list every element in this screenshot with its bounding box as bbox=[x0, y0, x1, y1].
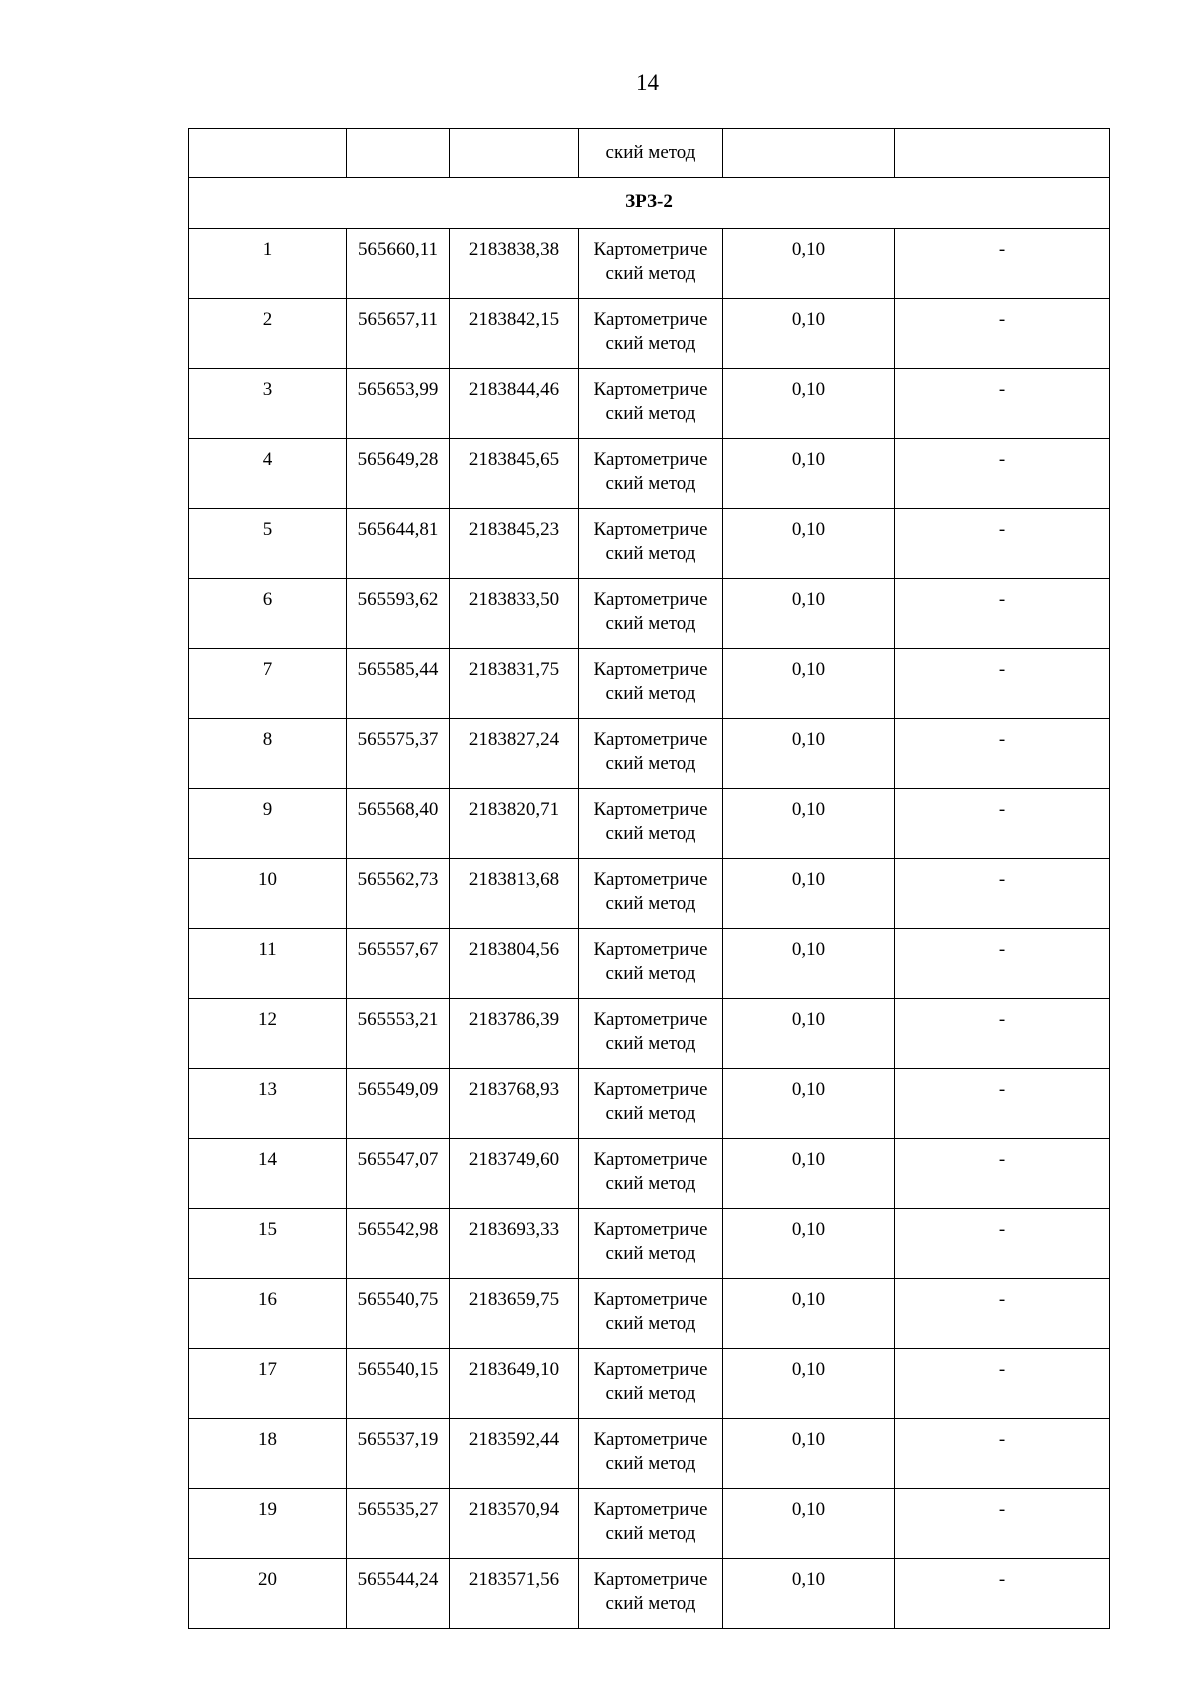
cell-x bbox=[347, 129, 450, 178]
method-line-2: ский метод bbox=[605, 613, 696, 634]
table-row bbox=[189, 509, 1110, 579]
method-line-2: ский метод bbox=[605, 1103, 696, 1124]
cell-number: 5 bbox=[189, 509, 347, 579]
method-line-2: ский метод bbox=[605, 1383, 696, 1404]
method-line-2: ский метод bbox=[605, 683, 696, 704]
method-line-2: ский метод bbox=[605, 473, 696, 494]
table-row bbox=[189, 1069, 1110, 1139]
method-line-1: Картометриче bbox=[593, 449, 708, 470]
cell-note: - bbox=[895, 1279, 1110, 1349]
cell-x: 565585,44 bbox=[347, 649, 450, 719]
cell-method bbox=[579, 1349, 723, 1419]
cell-accuracy: 0,10 bbox=[723, 509, 895, 579]
cell-note bbox=[895, 129, 1110, 178]
cell-method bbox=[579, 1489, 723, 1559]
method-line-2: ский метод bbox=[605, 1033, 696, 1054]
cell-note: - bbox=[895, 859, 1110, 929]
cell-method bbox=[579, 719, 723, 789]
cell-accuracy: 0,10 bbox=[723, 1279, 895, 1349]
table-row bbox=[189, 439, 1110, 509]
cell-number: 2 bbox=[189, 299, 347, 369]
continuation-row bbox=[189, 129, 1110, 178]
cell-accuracy: 0,10 bbox=[723, 649, 895, 719]
cell-note: - bbox=[895, 929, 1110, 999]
method-line-2: ский метод bbox=[605, 263, 696, 284]
cell-x: 565547,07 bbox=[347, 1139, 450, 1209]
method-line-1: Картометриче bbox=[593, 1569, 708, 1590]
cell-method bbox=[579, 1559, 723, 1629]
cell-number: 1 bbox=[189, 229, 347, 299]
cell-number: 20 bbox=[189, 1559, 347, 1629]
method-line-1: Картометриче bbox=[593, 1429, 708, 1450]
page-number: 14 bbox=[636, 70, 659, 95]
cell-method bbox=[579, 299, 723, 369]
table-row bbox=[189, 369, 1110, 439]
method-line-2: ский метод bbox=[605, 403, 696, 424]
cell-y: 2183804,56 bbox=[450, 929, 579, 999]
cell-accuracy: 0,10 bbox=[723, 1139, 895, 1209]
cell-note: - bbox=[895, 1489, 1110, 1559]
method-line-1: Картометриче bbox=[593, 519, 708, 540]
method-line-2: ский метод bbox=[605, 893, 696, 914]
cell-x: 565568,40 bbox=[347, 789, 450, 859]
cell-note: - bbox=[895, 999, 1110, 1069]
method-line-2: ский метод bbox=[605, 1523, 696, 1544]
cell-y: 2183833,50 bbox=[450, 579, 579, 649]
cell-note: - bbox=[895, 229, 1110, 299]
cell-x: 565644,81 bbox=[347, 509, 450, 579]
table-row bbox=[189, 1349, 1110, 1419]
method-line-2: ский метод bbox=[605, 753, 696, 774]
section-title: ЗРЗ-2 bbox=[189, 178, 1110, 229]
cell-number: 4 bbox=[189, 439, 347, 509]
method-line-1: Картометриче bbox=[593, 1079, 708, 1100]
table-row bbox=[189, 299, 1110, 369]
cell-y: 2183831,75 bbox=[450, 649, 579, 719]
method-line-1: Картометриче bbox=[593, 1219, 708, 1240]
method-line-2: ский метод bbox=[605, 333, 696, 354]
cell-x: 565535,27 bbox=[347, 1489, 450, 1559]
method-line-2: ский метод bbox=[605, 1173, 696, 1194]
cell-number: 12 bbox=[189, 999, 347, 1069]
cell-accuracy: 0,10 bbox=[723, 1489, 895, 1559]
cell-number: 9 bbox=[189, 789, 347, 859]
cell-accuracy: 0,10 bbox=[723, 369, 895, 439]
cell-y: 2183659,75 bbox=[450, 1279, 579, 1349]
method-line-2: ский метод bbox=[605, 823, 696, 844]
method-line-1: Картометриче bbox=[593, 379, 708, 400]
cell-number: 17 bbox=[189, 1349, 347, 1419]
cell-x: 565593,62 bbox=[347, 579, 450, 649]
cell-note: - bbox=[895, 1209, 1110, 1279]
cell-x: 565540,15 bbox=[347, 1349, 450, 1419]
cell-note: - bbox=[895, 1139, 1110, 1209]
table-row bbox=[189, 579, 1110, 649]
cell-number: 13 bbox=[189, 1069, 347, 1139]
cell-accuracy: 0,10 bbox=[723, 299, 895, 369]
cell-note: - bbox=[895, 649, 1110, 719]
cell-y: 2183592,44 bbox=[450, 1419, 579, 1489]
cell-y: 2183649,10 bbox=[450, 1349, 579, 1419]
cell-method bbox=[579, 929, 723, 999]
method-line-1: Картометриче bbox=[593, 1149, 708, 1170]
method-line-2: ский метод bbox=[605, 543, 696, 564]
cell-method bbox=[579, 369, 723, 439]
method-line-1: Картометриче bbox=[593, 309, 708, 330]
cell-y: 2183813,68 bbox=[450, 859, 579, 929]
cell-y: 2183827,24 bbox=[450, 719, 579, 789]
cell-note: - bbox=[895, 509, 1110, 579]
cell-y: 2183838,38 bbox=[450, 229, 579, 299]
table-row bbox=[189, 789, 1110, 859]
cell-number: 19 bbox=[189, 1489, 347, 1559]
cell-x: 565649,28 bbox=[347, 439, 450, 509]
table-row bbox=[189, 929, 1110, 999]
cell-y: 2183844,46 bbox=[450, 369, 579, 439]
cell-accuracy: 0,10 bbox=[723, 579, 895, 649]
cell-method bbox=[579, 579, 723, 649]
cell-number: 14 bbox=[189, 1139, 347, 1209]
cell-x: 565657,11 bbox=[347, 299, 450, 369]
cell-x: 565544,24 bbox=[347, 1559, 450, 1629]
cell-accuracy: 0,10 bbox=[723, 719, 895, 789]
cell-accuracy: 0,10 bbox=[723, 929, 895, 999]
cell-y: 2183693,33 bbox=[450, 1209, 579, 1279]
cell-number: 8 bbox=[189, 719, 347, 789]
cell-accuracy: 0,10 bbox=[723, 859, 895, 929]
cell-note: - bbox=[895, 1419, 1110, 1489]
cell-note: - bbox=[895, 719, 1110, 789]
table-row bbox=[189, 1489, 1110, 1559]
method-line-1: Картометриче bbox=[593, 1009, 708, 1030]
cell-number: 6 bbox=[189, 579, 347, 649]
section-row bbox=[189, 178, 1110, 229]
method-line-1: Картометриче bbox=[593, 1289, 708, 1310]
cell-method bbox=[579, 1139, 723, 1209]
cell-method bbox=[579, 439, 723, 509]
cell-accuracy: 0,10 bbox=[723, 1069, 895, 1139]
cell-method bbox=[579, 1279, 723, 1349]
coordinates-table bbox=[188, 128, 1110, 1629]
table-row bbox=[189, 859, 1110, 929]
cell-x: 565575,37 bbox=[347, 719, 450, 789]
cell-number: 7 bbox=[189, 649, 347, 719]
cell-note: - bbox=[895, 789, 1110, 859]
cell-x: 565542,98 bbox=[347, 1209, 450, 1279]
cell-number: 18 bbox=[189, 1419, 347, 1489]
table-row bbox=[189, 649, 1110, 719]
cell-method bbox=[579, 999, 723, 1069]
table-row bbox=[189, 1419, 1110, 1489]
cell-y: 2183786,39 bbox=[450, 999, 579, 1069]
cell-number: 15 bbox=[189, 1209, 347, 1279]
cell-x: 565553,21 bbox=[347, 999, 450, 1069]
table-row bbox=[189, 1209, 1110, 1279]
cell-accuracy: 0,10 bbox=[723, 1349, 895, 1419]
table-body bbox=[189, 129, 1110, 1629]
cell-accuracy: 0,10 bbox=[723, 1209, 895, 1279]
cell-number: 10 bbox=[189, 859, 347, 929]
cell-x: 565537,19 bbox=[347, 1419, 450, 1489]
cell-y: 2183768,93 bbox=[450, 1069, 579, 1139]
cell-number: 3 bbox=[189, 369, 347, 439]
cell-accuracy: 0,10 bbox=[723, 229, 895, 299]
cell-method bbox=[579, 229, 723, 299]
cell-x: 565557,67 bbox=[347, 929, 450, 999]
cell-y: 2183749,60 bbox=[450, 1139, 579, 1209]
method-line-2: ский метод bbox=[605, 1453, 696, 1474]
cell-accuracy: 0,10 bbox=[723, 439, 895, 509]
cell-method bbox=[579, 649, 723, 719]
method-line-1: Картометриче bbox=[593, 239, 708, 260]
cell-x: 565549,09 bbox=[347, 1069, 450, 1139]
cell-accuracy: 0,10 bbox=[723, 1559, 895, 1629]
method-line-1: Картометриче bbox=[593, 729, 708, 750]
table-row bbox=[189, 1279, 1110, 1349]
cell-accuracy: 0,10 bbox=[723, 789, 895, 859]
cell-method bbox=[579, 509, 723, 579]
cell-method bbox=[579, 859, 723, 929]
cell-note: - bbox=[895, 1069, 1110, 1139]
cell-accuracy: 0,10 bbox=[723, 1419, 895, 1489]
method-line-1: Картометриче bbox=[593, 1359, 708, 1380]
cell-y: 2183820,71 bbox=[450, 789, 579, 859]
cell-x: 565653,99 bbox=[347, 369, 450, 439]
cell-note: - bbox=[895, 439, 1110, 509]
table-row bbox=[189, 719, 1110, 789]
method-line-2: ский метод bbox=[605, 1593, 696, 1614]
cell-y: 2183842,15 bbox=[450, 299, 579, 369]
cell-y: 2183845,23 bbox=[450, 509, 579, 579]
method-line-2: ский метод bbox=[605, 1243, 696, 1264]
cell-method bbox=[579, 1209, 723, 1279]
cell-accuracy: 0,10 bbox=[723, 999, 895, 1069]
cell-number bbox=[189, 129, 347, 178]
method-line-2: ский метод bbox=[605, 1313, 696, 1334]
table-row bbox=[189, 1559, 1110, 1629]
cell-number: 16 bbox=[189, 1279, 347, 1349]
cell-method bbox=[579, 1419, 723, 1489]
method-line-1: Картометриче bbox=[593, 869, 708, 890]
cell-method: ский метод bbox=[579, 129, 723, 178]
cell-note: - bbox=[895, 1559, 1110, 1629]
cell-note: - bbox=[895, 369, 1110, 439]
method-line-1: Картометриче bbox=[593, 939, 708, 960]
cell-x: 565562,73 bbox=[347, 859, 450, 929]
table-row bbox=[189, 1139, 1110, 1209]
table-row bbox=[189, 229, 1110, 299]
method-line-1: Картометриче bbox=[593, 589, 708, 610]
cell-x: 565540,75 bbox=[347, 1279, 450, 1349]
cell-method bbox=[579, 1069, 723, 1139]
cell-note: - bbox=[895, 579, 1110, 649]
method-line-1: Картометриче bbox=[593, 659, 708, 680]
cell-number: 11 bbox=[189, 929, 347, 999]
cell-y: 2183845,65 bbox=[450, 439, 579, 509]
cell-y: 2183570,94 bbox=[450, 1489, 579, 1559]
cell-y: 2183571,56 bbox=[450, 1559, 579, 1629]
method-line-1: Картометриче bbox=[593, 1499, 708, 1520]
cell-accuracy bbox=[723, 129, 895, 178]
method-line-1: Картометриче bbox=[593, 799, 708, 820]
method-line-2: ский метод bbox=[605, 963, 696, 984]
table-row bbox=[189, 999, 1110, 1069]
cell-y bbox=[450, 129, 579, 178]
cell-note: - bbox=[895, 1349, 1110, 1419]
cell-method bbox=[579, 789, 723, 859]
cell-x: 565660,11 bbox=[347, 229, 450, 299]
cell-note: - bbox=[895, 299, 1110, 369]
